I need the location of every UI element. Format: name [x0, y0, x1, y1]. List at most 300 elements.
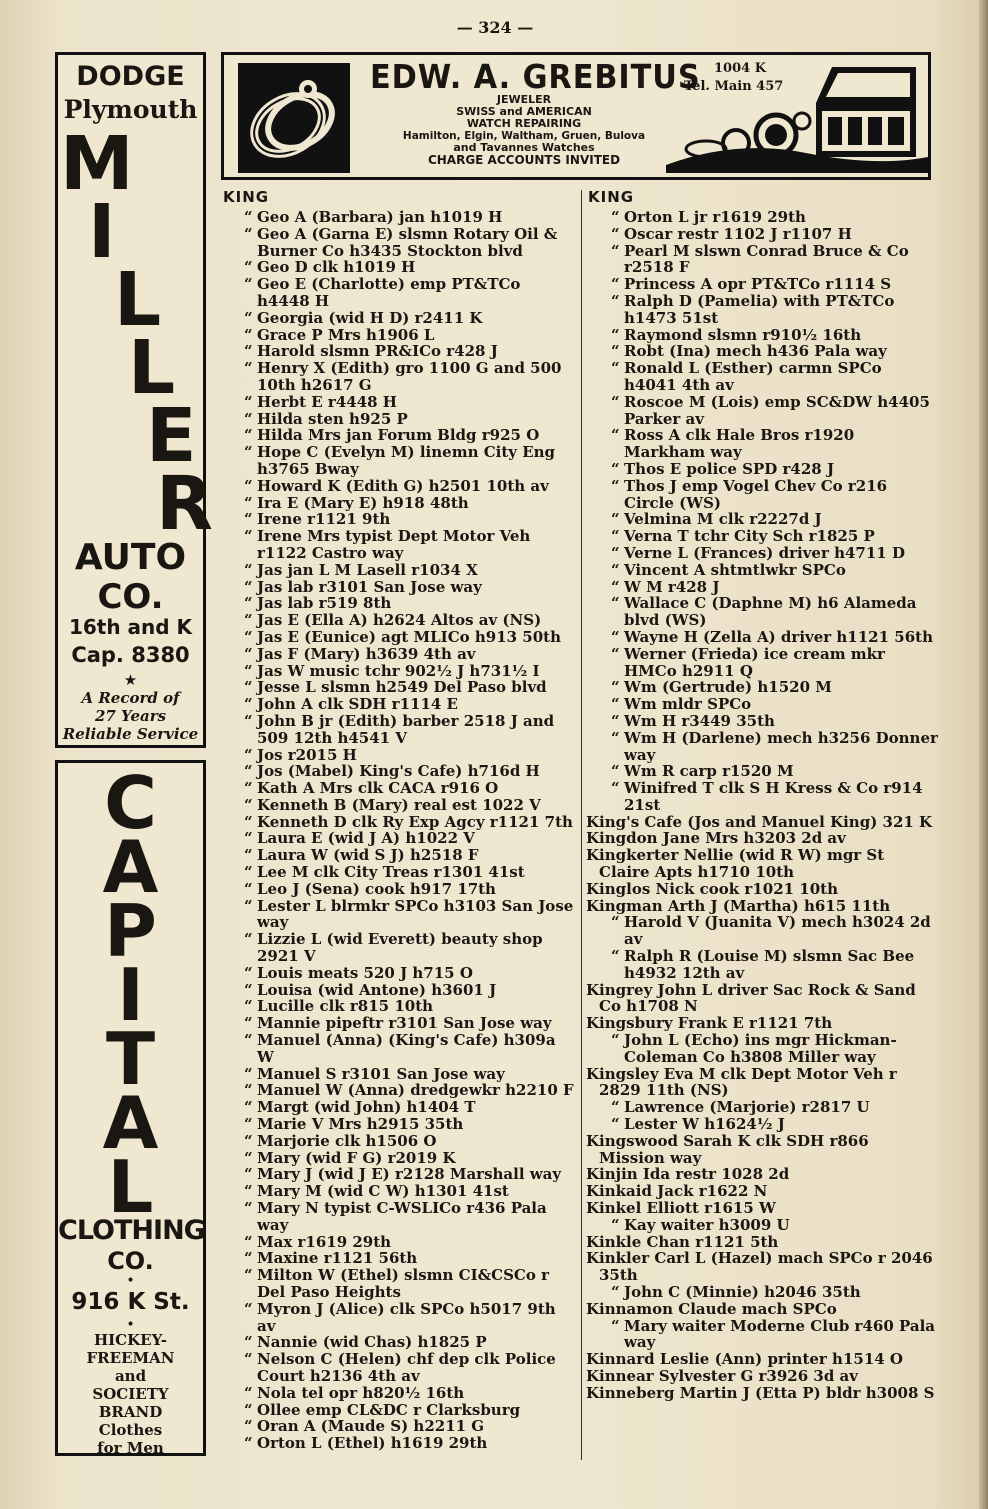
directory-entry — [219, 1015, 577, 1032]
entry-text: Kinnear Sylvester G r3926 3d av — [586, 1366, 858, 1385]
directory-entry — [586, 1133, 938, 1167]
jeweler-name: EDW. A. GREBITUS — [370, 57, 701, 96]
ad-dodge-brand: DODGE — [76, 61, 185, 92]
directory-entry — [219, 1435, 577, 1452]
directory-entry — [219, 226, 577, 260]
right-column-header: KING — [588, 188, 635, 206]
entry-text: Manuel (Anna) (King's Cafe) h309a W — [257, 1031, 556, 1066]
directory-entry — [586, 814, 938, 831]
entry-text: Velmina M clk r2227d J — [624, 510, 822, 529]
entry-text: Oran A (Maude S) h2211 G — [257, 1417, 485, 1436]
ditto-mark: “ — [244, 1115, 253, 1134]
ditto-mark: “ — [611, 711, 620, 730]
directory-entry — [586, 898, 938, 915]
ditto-mark: “ — [611, 342, 620, 361]
directory-entry — [219, 1150, 577, 1167]
jeweler-line: CHARGE ACCOUNTS INVITED — [427, 153, 621, 167]
directory-entry — [219, 562, 577, 579]
directory-entry — [219, 310, 577, 327]
ditto-mark: “ — [244, 695, 253, 714]
entry-text: Nola tel opr h820½ 16th — [257, 1383, 465, 1402]
ad-co: CO. — [97, 577, 164, 617]
directory-entry — [586, 713, 938, 730]
ad-brand-line: HICKEY- — [93, 1331, 168, 1349]
entry-text: Laura W (wid S J) h2518 F — [257, 846, 479, 865]
entry-text: Mary N typist C-WSLICo r436 Pala way — [257, 1199, 547, 1234]
directory-entry — [586, 1032, 938, 1066]
ditto-mark: “ — [244, 1266, 253, 1285]
directory-entry — [219, 1402, 577, 1419]
star-icon: ★ — [123, 671, 138, 689]
ditto-mark: “ — [244, 829, 253, 848]
directory-entry — [586, 847, 938, 881]
ditto-mark: “ — [611, 762, 620, 781]
entry-text: Myron J (Alice) clk SPCo h5017 9th av — [257, 1299, 556, 1335]
ditto-mark: “ — [244, 812, 253, 831]
entry-text: Lucille clk r815 10th — [257, 997, 434, 1016]
entry-text: Ira E (Mary E) h918 48th — [257, 493, 469, 512]
directory-entry — [586, 427, 938, 461]
ditto-mark: “ — [611, 543, 620, 562]
entry-text: Geo A (Garna E) slsmn Rotary Oil & Burner Co h3435 Stockton blvd — [257, 224, 558, 260]
directory-entry — [219, 763, 577, 780]
entry-text: Verne L (Frances) driver h4711 D — [624, 543, 905, 562]
directory-entry — [219, 343, 577, 360]
directory-entry — [586, 914, 938, 948]
ditto-mark: “ — [244, 426, 253, 445]
entry-text: Kingswood Sarah K clk SDH r866 Mission way — [586, 1131, 869, 1167]
directory-entry — [586, 881, 938, 898]
directory-entry — [586, 595, 938, 629]
entry-text: Thos E police SPD r428 J — [624, 459, 835, 478]
directory-entry — [586, 545, 938, 562]
ditto-mark: “ — [611, 728, 620, 747]
directory-entry — [586, 562, 938, 579]
column-divider — [581, 190, 582, 1460]
entry-text: Wm H (Darlene) mech h3256 Donner way — [624, 728, 938, 764]
ditto-mark: “ — [244, 1182, 253, 1201]
entry-text: Lester W h1624½ J — [624, 1115, 785, 1134]
directory-entry — [219, 1385, 577, 1402]
directory-entry — [219, 1200, 577, 1234]
directory-entry — [219, 511, 577, 528]
entry-text: Orton L jr r1619 29th — [624, 208, 806, 226]
entry-text: Louis meats 520 J h715 O — [257, 963, 473, 982]
ditto-mark: “ — [244, 1031, 253, 1050]
directory-entry — [219, 663, 577, 680]
directory-entry — [219, 998, 577, 1015]
ditto-mark: “ — [244, 476, 253, 495]
directory-entry — [219, 579, 577, 596]
jeweler-line: and Tavannes Watches — [453, 141, 595, 154]
ditto-mark: “ — [244, 1249, 253, 1268]
entry-text: Geo E (Charlotte) emp PT&TCo h4448 H — [257, 275, 521, 310]
entry-text: Jas W music tchr 902½ J h731½ I — [257, 661, 540, 680]
entry-text: Max r1619 29th — [257, 1232, 392, 1251]
ditto-mark: “ — [611, 208, 620, 226]
ditto-mark: “ — [244, 1148, 253, 1167]
directory-entry — [586, 209, 938, 226]
ditto-mark: “ — [244, 1299, 253, 1318]
ditto-mark: “ — [611, 695, 620, 714]
entry-text: Raymond slsmn r910½ 16th — [624, 325, 862, 344]
entry-text: Nelson C (Helen) chf dep clk Police Court h2136 4th av — [257, 1350, 556, 1385]
directory-entry — [586, 478, 938, 512]
ditto-mark: “ — [244, 1333, 253, 1352]
directory-entry — [219, 1418, 577, 1435]
ditto-mark: “ — [244, 1232, 253, 1251]
entry-text: Hope C (Evelyn M) linemn City Eng h3765 Bway — [257, 443, 556, 478]
entry-text: Kinjin Ida restr 1028 2d — [586, 1165, 790, 1184]
directory-entry — [219, 679, 577, 696]
jeweler-line: JEWELER — [496, 93, 552, 106]
ad-letter: L — [128, 325, 176, 411]
ditto-mark: “ — [244, 1350, 253, 1369]
entry-text: Kinneberg Martin J (Etta P) bldr h3008 S — [586, 1383, 935, 1402]
directory-entry — [219, 847, 577, 864]
ditto-mark: “ — [244, 879, 253, 898]
entry-text: Vincent A shtmtlwkr SPCo — [624, 560, 846, 579]
ditto-mark: “ — [611, 1031, 620, 1050]
directory-entry — [586, 360, 938, 394]
entry-text: Kinglos Nick cook r1021 10th — [586, 879, 838, 898]
ditto-mark: “ — [244, 409, 253, 428]
directory-entry — [219, 747, 577, 764]
entry-text: Geo A (Barbara) jan h1019 H — [257, 208, 503, 226]
ad-brand-line: Clothes — [98, 1421, 163, 1439]
ditto-mark: “ — [611, 359, 620, 378]
entry-text: Kinkel Elliott r1615 W — [586, 1199, 776, 1218]
directory-entry — [586, 1250, 938, 1284]
ad-brand-line: BRAND — [98, 1403, 163, 1421]
directory-entry — [586, 1099, 938, 1116]
entry-text: Kinnard Leslie (Ann) printer h1514 O — [586, 1350, 903, 1369]
entry-text: Wayne H (Zella A) driver h1121 56th — [624, 627, 933, 646]
entry-text: Hilda sten h925 P — [257, 409, 408, 428]
entry-text: Wm (Gertrude) h1520 M — [624, 678, 832, 697]
entry-text: Laura E (wid J A) h1022 V — [257, 829, 475, 848]
ditto-mark: “ — [611, 1115, 620, 1134]
entry-text: Mary M (wid C W) h1301 41st — [257, 1182, 509, 1201]
ditto-mark: “ — [611, 1316, 620, 1335]
ad-letter: C — [104, 761, 157, 845]
ditto-mark: “ — [244, 527, 253, 546]
page-edge — [979, 0, 988, 1509]
directory-entry — [219, 780, 577, 797]
entry-text: Verna T tchr City Sch r1825 P — [624, 527, 875, 546]
directory-entry — [586, 1166, 938, 1183]
directory-entry — [219, 327, 577, 344]
ditto-mark: “ — [244, 661, 253, 680]
entry-text: Henry X (Edith) gro 1100 G and 500 10th h2617 G — [257, 359, 562, 394]
entry-text: John L (Echo) ins mgr Hickman-Coleman Co h3808 Miller way — [624, 1031, 897, 1066]
ad-address: 916 K St. — [71, 1289, 190, 1315]
ditto-mark: “ — [244, 392, 253, 411]
entry-text: Leo J (Sena) cook h917 17th — [257, 879, 496, 898]
ditto-mark: “ — [244, 224, 253, 243]
directory-entry — [586, 1015, 938, 1032]
ditto-mark: “ — [611, 459, 620, 478]
ditto-mark: “ — [244, 980, 253, 999]
ditto-mark: “ — [244, 275, 253, 294]
ditto-mark: “ — [611, 392, 620, 411]
directory-entry — [219, 1351, 577, 1385]
ditto-mark: “ — [244, 1131, 253, 1150]
entry-text: Jesse L slsmn h2549 Del Paso blvd — [257, 678, 547, 697]
directory-entry — [586, 1284, 938, 1301]
entry-text: Kingman Arth J (Martha) h615 11th — [586, 896, 891, 915]
ad-letter: M — [60, 121, 134, 207]
ad-letter: P — [104, 889, 157, 973]
entry-text: Kingdon Jane Mrs h3203 2d av — [586, 829, 846, 848]
entry-text: Irene Mrs typist Dept Motor Veh r1122 Castro way — [257, 527, 531, 562]
ditto-mark: “ — [244, 611, 253, 630]
entry-text: King's Cafe (Jos and Manuel King) 321 K — [586, 812, 933, 831]
ditto-mark: “ — [611, 426, 620, 445]
directory-entry — [586, 579, 938, 596]
ditto-mark: “ — [611, 275, 620, 294]
directory-entry — [219, 1234, 577, 1251]
entry-text: Manuel S r3101 San Jose way — [257, 1064, 505, 1083]
page-number: — 324 — — [456, 18, 534, 37]
directory-entry — [586, 1234, 938, 1251]
directory-entry — [219, 1032, 577, 1066]
ditto-mark: “ — [244, 1417, 253, 1436]
directory-entry — [586, 1183, 938, 1200]
ditto-mark: “ — [244, 997, 253, 1016]
ditto-mark: “ — [244, 896, 253, 915]
entry-text: Jas F (Mary) h3639 4th av — [257, 644, 476, 663]
entry-text: Ralph R (Louise M) slsmn Sac Bee h4932 12th av — [624, 947, 915, 982]
directory-entry — [219, 528, 577, 562]
directory-entry — [219, 1099, 577, 1116]
directory-entry — [219, 1166, 577, 1183]
entry-text: Wallace C (Daphne M) h6 Alameda blvd (WS) — [624, 594, 917, 630]
directory-entry — [586, 1116, 938, 1133]
entry-text: Kingrey John L driver Sac Rock & Sand Co h1708 N — [586, 980, 916, 1016]
ditto-mark: “ — [611, 947, 620, 966]
entry-text: Jos (Mabel) King's Cafe) h716d H — [257, 762, 540, 781]
ditto-mark: “ — [244, 1165, 253, 1184]
ditto-mark: “ — [244, 510, 253, 529]
ditto-mark: “ — [244, 863, 253, 882]
ditto-mark: “ — [244, 1014, 253, 1033]
ditto-mark: “ — [244, 1383, 253, 1402]
ad-letter: R — [156, 461, 213, 547]
directory-entry — [219, 898, 577, 932]
directory-entry — [219, 427, 577, 444]
entry-text: Werner (Frieda) ice cream mkr HMCo h2911 Q — [624, 644, 885, 680]
ditto-mark: “ — [611, 241, 620, 260]
ditto-mark: “ — [244, 678, 253, 697]
entry-text: Winifred T clk S H Kress & Co r914 21st — [624, 779, 923, 814]
entry-text: John C (Minnie) h2046 35th — [624, 1283, 861, 1301]
entry-text: Marie V Mrs h2915 35th — [257, 1115, 464, 1134]
ditto-mark: “ — [611, 476, 620, 495]
directory-entry — [219, 1082, 577, 1099]
entry-text: Geo D clk h1019 H — [257, 258, 416, 277]
ditto-mark: “ — [244, 711, 253, 730]
entry-text: John A clk SDH r1114 E — [257, 695, 458, 714]
entry-text: Herbt E r4448 H — [257, 392, 397, 411]
directory-entry — [219, 394, 577, 411]
ditto-mark: “ — [244, 762, 253, 781]
ad-letter: A — [102, 1081, 159, 1165]
ditto-mark: “ — [244, 1199, 253, 1218]
jeweler-line: SWISS and AMERICAN — [456, 105, 592, 118]
ad-letter: T — [105, 1017, 156, 1101]
rings-illustration — [238, 63, 350, 173]
entry-text: Wm mldr SPCo — [624, 695, 752, 714]
entry-text: Roscoe M (Lois) emp SC&DW h4405 Parker av — [624, 392, 930, 428]
directory-entry — [219, 696, 577, 713]
entry-text: Jas jan L M Lasell r1034 X — [257, 560, 478, 579]
directory-entry — [219, 1334, 577, 1351]
entry-text: Nannie (wid Chas) h1825 P — [257, 1333, 487, 1352]
ad-capital-clothing — [55, 760, 206, 1456]
entry-text: Margt (wid John) h1404 T — [257, 1098, 476, 1117]
directory-entry — [219, 1183, 577, 1200]
entry-text: Wm H r3449 35th — [624, 711, 775, 730]
entry-text: Robt (Ina) mech h436 Pala way — [624, 342, 887, 361]
ditto-mark: “ — [244, 627, 253, 646]
entry-text: Wm R carp r1520 M — [624, 762, 794, 781]
entry-text: Pearl M slswn Conrad Bruce & Co r2518 F — [624, 241, 909, 277]
ad-letter: E — [146, 393, 197, 479]
ditto-mark: “ — [611, 1098, 620, 1117]
ditto-mark: “ — [244, 1064, 253, 1083]
directory-entry — [219, 965, 577, 982]
ad-miller-auto — [55, 52, 213, 748]
ditto-mark: “ — [244, 963, 253, 982]
entry-text: Georgia (wid H D) r2411 K — [257, 308, 483, 327]
directory-entry — [219, 713, 577, 747]
directory-entry — [586, 226, 938, 243]
entry-text: Grace P Mrs h1906 L — [257, 325, 435, 344]
ditto-mark: “ — [244, 644, 253, 663]
ad-brand-line: for Men — [97, 1439, 164, 1457]
bullet-icon: • — [126, 1273, 135, 1289]
ad-tagline: A Record of — [81, 689, 180, 707]
entry-text: Oscar restr 1102 J r1107 H — [624, 224, 852, 243]
entry-text: Louisa (wid Antone) h3601 J — [257, 980, 497, 999]
directory-entry — [219, 495, 577, 512]
directory-entry — [586, 830, 938, 847]
ad-tagline: 27 Years — [94, 707, 167, 725]
directory-entry — [219, 276, 577, 310]
ditto-mark: “ — [611, 224, 620, 243]
directory-entry — [219, 1066, 577, 1083]
directory-entry — [586, 1351, 938, 1368]
directory-entry — [586, 327, 938, 344]
directory-entry — [219, 360, 577, 394]
ditto-mark: “ — [244, 493, 253, 512]
directory-entry — [219, 259, 577, 276]
entry-text: Kinkler Carl L (Hazel) mach SPCo r 2046 35th — [586, 1249, 933, 1285]
entry-text: Jas lab r519 8th — [257, 594, 392, 613]
ad-clothing: CLOTHING — [58, 1215, 205, 1246]
directory-entry — [586, 629, 938, 646]
directory-entry — [586, 948, 938, 982]
ditto-mark: “ — [611, 291, 620, 310]
ditto-mark: “ — [244, 342, 253, 361]
ad-letter: L — [114, 257, 162, 343]
ad-brand-line: FREEMAN — [86, 1349, 175, 1367]
ditto-mark: “ — [244, 1434, 253, 1453]
ditto-mark: “ — [611, 779, 620, 798]
directory-entry — [219, 209, 577, 226]
entry-text: W M r428 J — [624, 577, 720, 596]
directory-entry — [586, 528, 938, 545]
directory-entry — [219, 797, 577, 814]
directory-entry — [219, 814, 577, 831]
bullet-icon: • — [126, 1317, 135, 1333]
entry-text: Kath A Mrs clk CACA r916 O — [257, 779, 499, 798]
ditto-mark: “ — [244, 745, 253, 764]
directory-entry — [586, 763, 938, 780]
directory-entry — [586, 1217, 938, 1234]
directory-entry — [586, 646, 938, 680]
directory-entry — [586, 1368, 938, 1385]
directory-entry — [219, 595, 577, 612]
jeweler-details — [354, 94, 694, 166]
ad-address: 16th and K — [68, 615, 193, 639]
directory-entry — [586, 730, 938, 764]
entry-text: Kay waiter h3009 U — [624, 1215, 790, 1234]
entry-text: Jas E (Eunice) agt MLICo h913 50th — [257, 627, 562, 646]
ditto-mark: “ — [244, 443, 253, 462]
entry-text: Kinnamon Claude mach SPCo — [586, 1299, 837, 1318]
directory-entry — [219, 982, 577, 999]
ditto-mark: “ — [244, 594, 253, 613]
ditto-mark: “ — [244, 1081, 253, 1100]
directory-entry — [219, 1250, 577, 1267]
jeweler-line: Hamilton, Elgin, Waltham, Gruen, Bulova — [402, 130, 646, 142]
ad-auto: AUTO — [74, 537, 187, 578]
ditto-mark: “ — [244, 779, 253, 798]
entry-text: Ollee emp CL&DC r Clarksburg — [257, 1400, 521, 1419]
directory-entry — [219, 478, 577, 495]
directory-entry — [219, 612, 577, 629]
ad-grebitus-jeweler — [221, 52, 931, 180]
entry-text: Howard K (Edith G) h2501 10th av — [257, 476, 549, 495]
ditto-mark: “ — [611, 1283, 620, 1301]
ditto-mark: “ — [244, 359, 253, 378]
entry-text: Harold V (Juanita V) mech h3024 2d av — [624, 913, 931, 949]
entry-text: Kenneth D clk Ry Exp Agcy r1121 7th — [257, 812, 573, 831]
ditto-mark: “ — [611, 510, 620, 529]
directory-entry — [586, 394, 938, 428]
ditto-mark: “ — [611, 1215, 620, 1234]
directory-entry — [219, 864, 577, 881]
entry-text: Harold slsmn PR&ICo r428 J — [257, 342, 498, 361]
directory-entry — [586, 780, 938, 814]
directory-entry — [586, 1301, 938, 1318]
ditto-mark: “ — [611, 560, 620, 579]
entry-text: Kingsbury Frank E r1121 7th — [586, 1014, 833, 1033]
entry-text: Lee M clk City Treas r1301 41st — [257, 863, 525, 882]
directory-entry — [586, 461, 938, 478]
ditto-mark: “ — [244, 258, 253, 277]
ad-letter: A — [102, 825, 159, 909]
left-listings-column — [219, 209, 577, 1452]
ditto-mark: “ — [611, 325, 620, 344]
directory-entry — [586, 511, 938, 528]
jewelry-chest-illustration — [666, 61, 928, 173]
entry-text: Marjorie clk h1506 O — [257, 1131, 437, 1150]
entry-text: Maxine r1121 56th — [257, 1249, 418, 1268]
entry-text: Ross A clk Hale Bros r1920 Markham way — [624, 426, 855, 462]
